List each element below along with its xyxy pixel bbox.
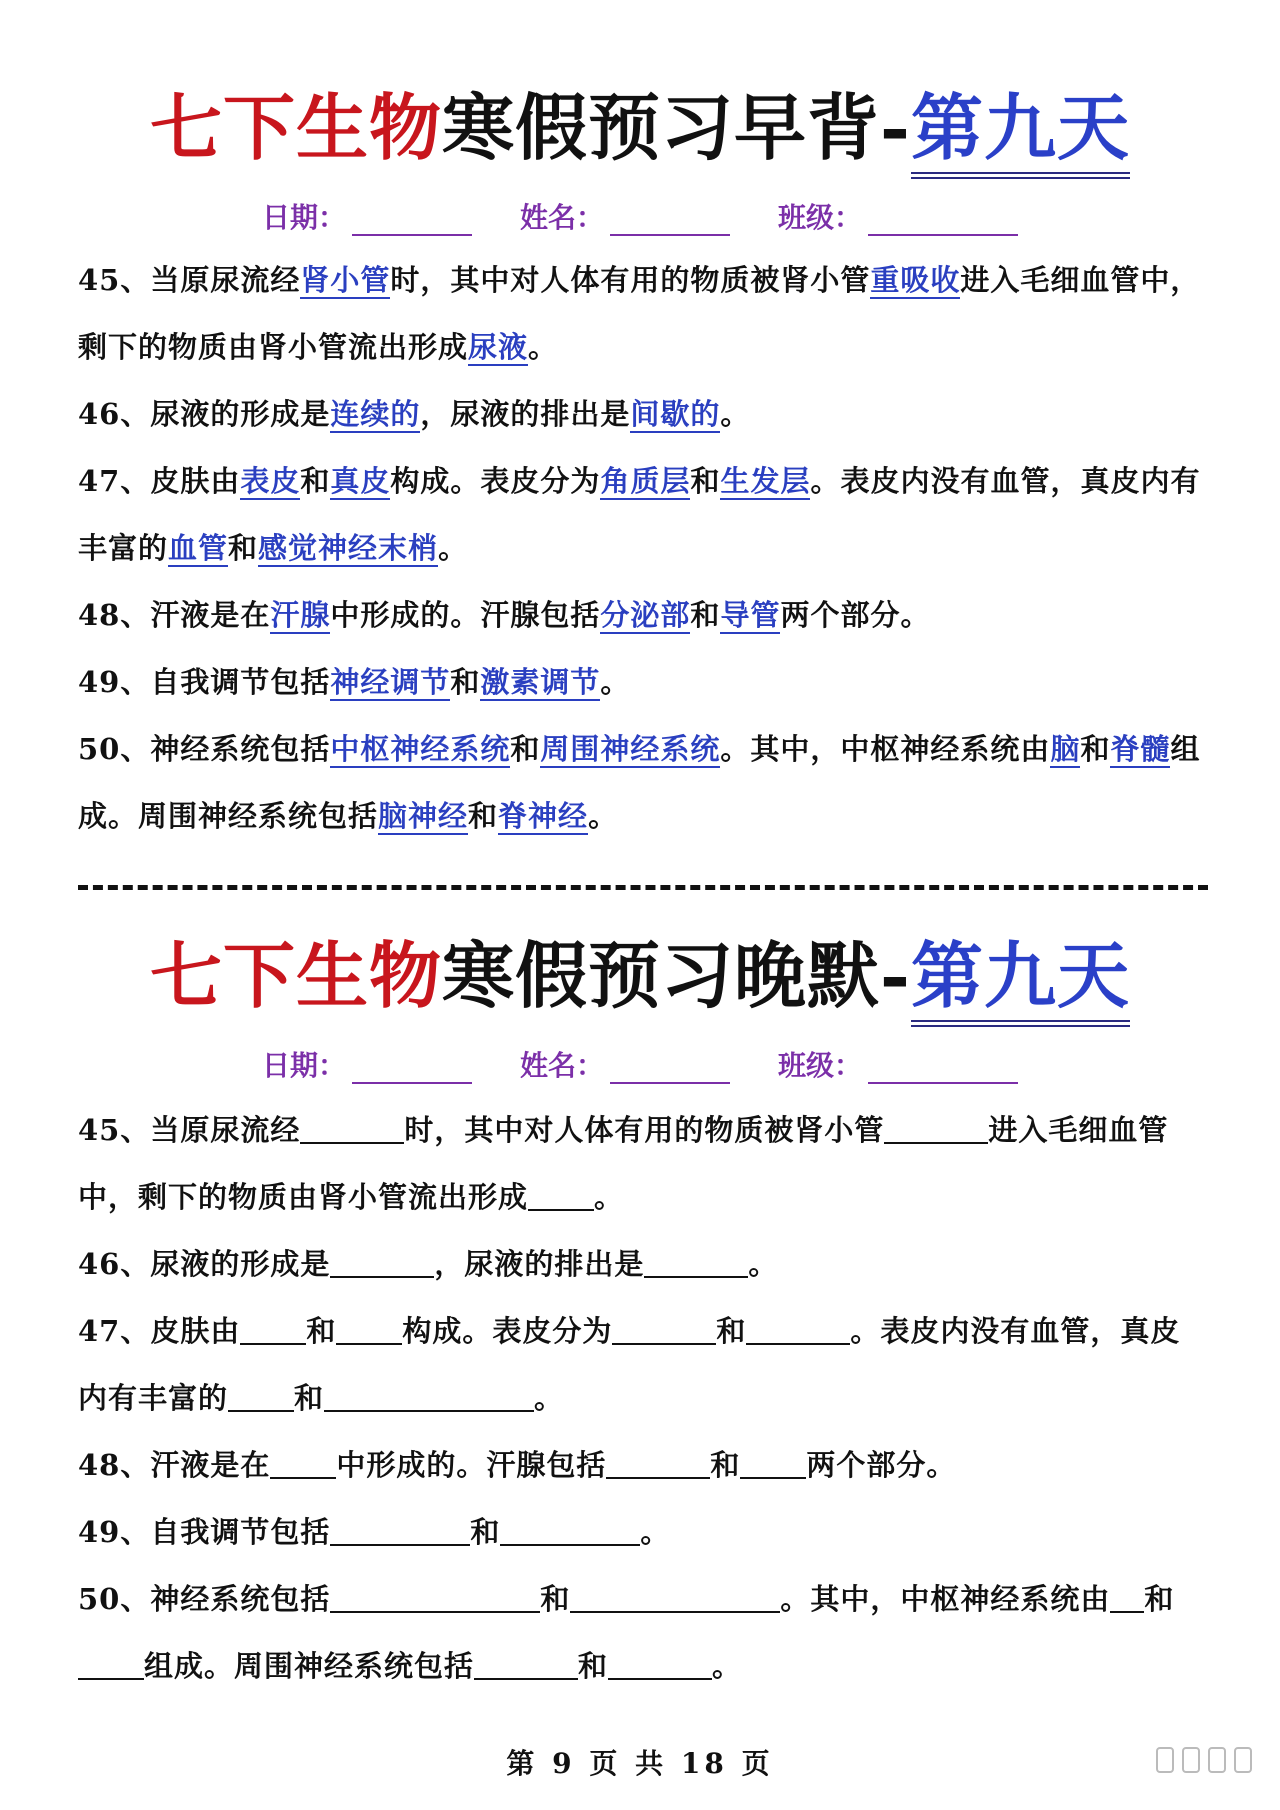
- section-divider: [78, 885, 1208, 890]
- blank[interactable]: [528, 1179, 594, 1211]
- answer-list: [78, 247, 1208, 850]
- blank[interactable]: [336, 1313, 402, 1345]
- blank[interactable]: [270, 1447, 336, 1479]
- bottom-title: [0, 933, 1280, 1018]
- class-line[interactable]: [868, 206, 1018, 236]
- answer-item-45: 45、当原尿流经肾小管时，其中对人体有用的物质被肾小管重吸收进入毛细血管中，剩下的物质由肾小管流出形成尿液。: [78, 263, 1201, 364]
- date-label: 日期：: [261, 1049, 346, 1082]
- blank[interactable]: [612, 1313, 716, 1345]
- top-title-red: 七下生物: [150, 85, 443, 170]
- blank[interactable]: [474, 1648, 578, 1680]
- blank[interactable]: [300, 1112, 404, 1144]
- blank[interactable]: [570, 1581, 780, 1613]
- bottom-title-red: 七下生物: [150, 933, 443, 1018]
- answer-item-46: 46、尿液的形成是连续的，尿液的排出是间歇的。: [78, 397, 751, 431]
- blank-item-45: 45、当原尿流经 时，其中对人体有用的物质被肾小管 进入毛细血管中，剩下的物质由肾小管流出形成 。: [78, 1113, 1169, 1214]
- blank[interactable]: [644, 1246, 748, 1278]
- blank-item-47: 47、皮肤由 和 构成。表皮分为 和 。表皮内没有血管，真皮内有丰富的 和 。: [78, 1314, 1181, 1415]
- top-title-black: 寒假预习早背-: [442, 85, 911, 170]
- blank[interactable]: [746, 1313, 850, 1345]
- date-line[interactable]: [352, 1054, 472, 1084]
- blank[interactable]: [330, 1514, 470, 1546]
- answer-item-48: 48、汗液是在汗腺中形成的。汗腺包括分泌部和导管两个部分。: [78, 598, 931, 632]
- blank[interactable]: [740, 1447, 806, 1479]
- class-label: 班级：: [778, 1049, 863, 1082]
- name-line[interactable]: [610, 1054, 730, 1084]
- blank[interactable]: [330, 1246, 434, 1278]
- bottom-title-blue: 第九天: [911, 933, 1130, 1027]
- class-line[interactable]: [868, 1054, 1018, 1084]
- bottom-meta-row: [0, 1044, 1280, 1084]
- blank[interactable]: [324, 1380, 534, 1412]
- date-label: 日期：: [261, 201, 346, 234]
- watermark-icon: [1156, 1747, 1252, 1773]
- blank[interactable]: [1110, 1581, 1144, 1613]
- blank-list: [78, 1097, 1208, 1700]
- blank[interactable]: [228, 1380, 294, 1412]
- name-label: 姓名：: [519, 201, 604, 234]
- blank[interactable]: [330, 1581, 540, 1613]
- top-title-blue: 第九天: [911, 85, 1130, 179]
- top-title: [0, 85, 1280, 170]
- blank[interactable]: [884, 1112, 988, 1144]
- date-line[interactable]: [352, 206, 472, 236]
- name-label: 姓名：: [519, 1049, 604, 1082]
- blank-item-49: 49、自我调节包括 和 。: [78, 1515, 671, 1549]
- blank-item-46: 46、尿液的形成是 ，尿液的排出是 。: [78, 1247, 779, 1281]
- class-label: 班级：: [778, 201, 863, 234]
- answer-item-50: 50、神经系统包括中枢神经系统和周围神经系统。其中，中枢神经系统由脑和脊髓组成。周围神经系统包括脑神经和脊神经。: [78, 732, 1201, 833]
- bottom-title-black: 寒假预习晚默-: [442, 933, 911, 1018]
- blank[interactable]: [608, 1648, 712, 1680]
- blank[interactable]: [240, 1313, 306, 1345]
- blank-item-50: 50、神经系统包括 和 。其中，中枢神经系统由 和组成。周围神经系统包括 和 。: [78, 1582, 1175, 1683]
- name-line[interactable]: [610, 206, 730, 236]
- answer-item-47: 47、皮肤由表皮和真皮构成。表皮分为角质层和生发层。表皮内没有血管，真皮内有丰富的血管和感觉神经末梢。: [78, 464, 1201, 565]
- blank-item-48: 48、汗液是在 中形成的。汗腺包括 和 两个部分。: [78, 1448, 957, 1482]
- answer-item-49: 49、自我调节包括神经调节和激素调节。: [78, 665, 631, 699]
- blank[interactable]: [78, 1648, 144, 1680]
- page-footer: 第 9 页 共 18 页: [506, 1747, 774, 1780]
- blank[interactable]: [606, 1447, 710, 1479]
- blank[interactable]: [500, 1514, 640, 1546]
- top-meta-row: [0, 196, 1280, 236]
